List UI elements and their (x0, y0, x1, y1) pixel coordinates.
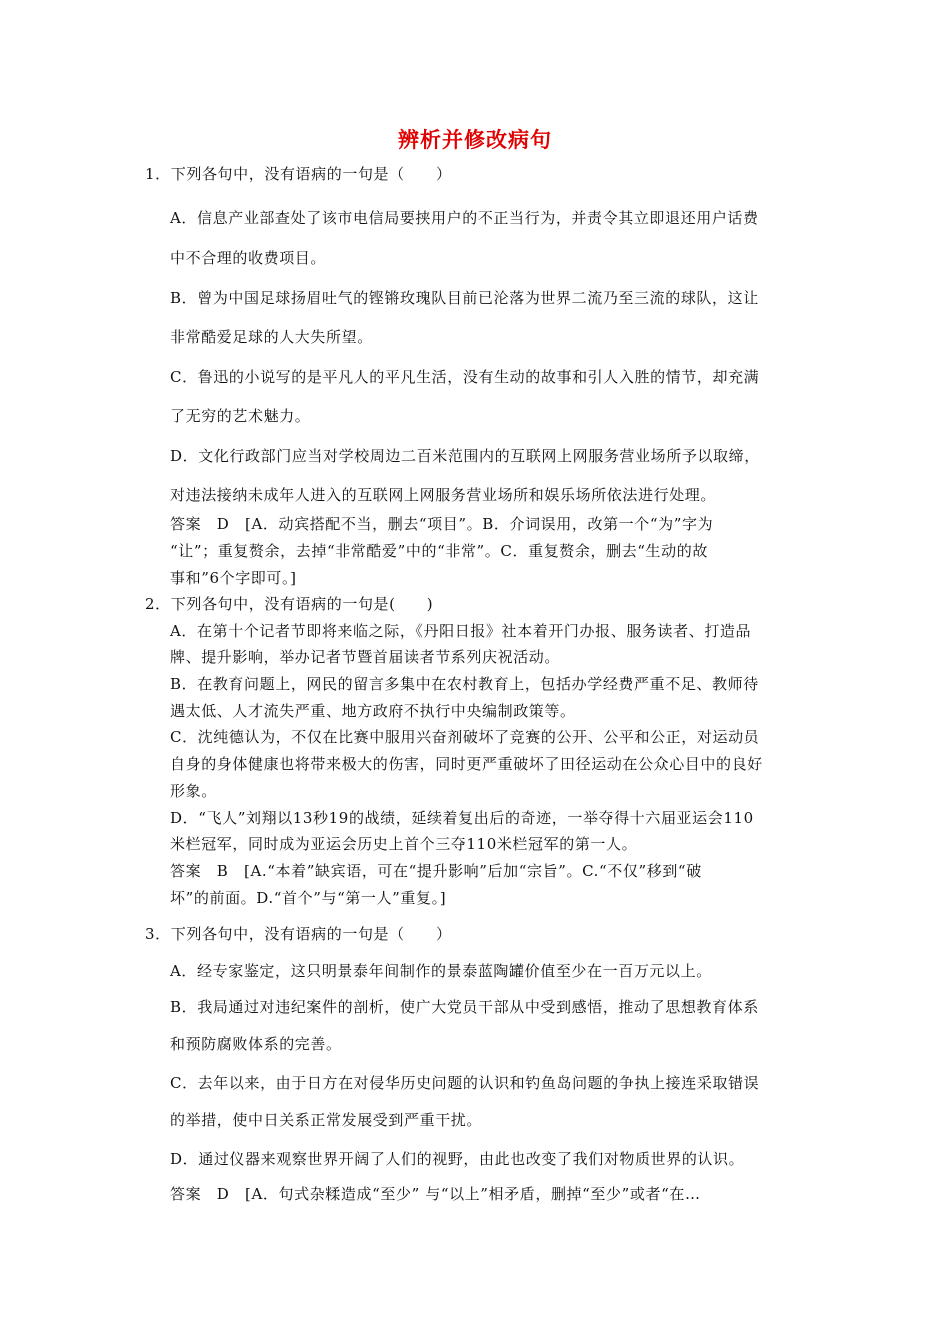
question-1-option-b-line-2: 非常酷爱足球的人大失所望。 (170, 328, 373, 346)
question-3-option-a: A．经专家鉴定，这只明景泰年间制作的景泰蓝陶罐价值至少在一百万元以上。 (170, 962, 712, 980)
page-title: 辨析并修改病句 (398, 128, 552, 152)
question-1-option-d-line-2: 对违法接纳未成年人进入的互联网上网服务营业场所和娱乐场所依法进行处理。 (170, 486, 717, 504)
question-2-option-c-line-2: 自身的身体健康也将带来极大的伤害，同时更严重破坏了田径运动在公众心目中的良好 (170, 755, 763, 773)
question-1-stem: 1．下列各句中，没有语病的一句是（ ） (145, 165, 452, 183)
question-1-option-a-line-2: 中不合理的收费项目。 (170, 249, 327, 267)
question-2-option-a-line-2: 牌、提升影响，举办记者节暨首届读者节系列庆祝活动。 (170, 648, 561, 666)
question-2-option-a-line-1: A．在第十个记者节即将来临之际，《丹阳日报》社本着开门办报、服务读者、打造品 (170, 622, 752, 640)
question-2-option-c-line-1: C．沈纯德认为，不仅在比赛中服用兴奋剂破坏了竞赛的公开、公平和公正，对运动员 (170, 728, 760, 746)
question-3-answer-line-1: 答案 D [A．句式杂糅造成“至少” 与“以上”相矛盾，删掉“至少”或者“在… (170, 1185, 701, 1203)
question-2-option-b-line-2: 遇太低、人才流失严重、地方政府不执行中央编制政策等。 (170, 702, 576, 720)
question-1-option-d-line-1: D．文化行政部门应当对学校周边二百米范围内的互联网上网服务营业场所予以取缔， (170, 447, 760, 465)
question-1-option-a-line-1: A．信息产业部查处了该市电信局要挟用户的不正当行为，并责令其立即退还用户话费 (170, 209, 759, 227)
question-3-option-b-line-2: 和预防腐败体系的完善。 (170, 1035, 342, 1053)
question-2-answer-line-2: 坏”的前面。D.“首个”与“第一人”重复。] (170, 889, 447, 907)
question-2-option-d-line-1: D．“飞人”刘翔以13秒19的战绩，延续着复出后的奇迹，一举夺得十六届亚运会110 (170, 809, 754, 827)
question-3-option-c-line-2: 的举措，使中日关系正常发展受到严重干扰。 (170, 1111, 483, 1129)
question-1-option-c-line-2: 了无穷的艺术魅力。 (170, 407, 311, 425)
question-2-option-b-line-1: B．在教育问题上，网民的留言多集中在农村教育上，包括办学经费严重不足、教师待 (170, 675, 759, 693)
question-1-answer-line-2: “让”；重复赘余，去掉“非常酷爱”中的“非常”。C．重复赘余，删去“生动的故 (170, 542, 708, 560)
question-3-stem: 3．下列各句中，没有语病的一句是（ ） (145, 925, 452, 943)
question-1-answer-line-1: 答案 D [A．动宾搭配不当，删去“项目”。B．介词误用，改第一个“为”字为 (170, 515, 714, 533)
question-2-option-c-line-3: 形象。 (170, 782, 217, 800)
question-1-answer-line-3: 事和”6个字即可。] (170, 569, 297, 587)
question-2-stem: 2．下列各句中，没有语病的一句是( ) (145, 595, 434, 613)
question-3-option-c-line-1: C．去年以来，由于日方在对侵华历史问题的认识和钓鱼岛问题的争执上接连采取错误 (170, 1074, 760, 1092)
question-3-option-b-line-1: B．我局通过对违纪案件的剖析，使广大党员干部从中受到感悟，推动了思想教育体系 (170, 998, 759, 1016)
question-3-option-d: D．通过仪器来观察世界开阔了人们的视野，由此也改变了我们对物质世界的认识。 (170, 1150, 745, 1168)
question-2-answer-line-1: 答案 B [A.“本着”缺宾语，可在“提升影响”后加“宗旨”。C.“不仅”移到“破 (170, 862, 702, 880)
question-1-option-b-line-1: B．曾为中国足球扬眉吐气的铿锵玫瑰队目前已沦落为世界二流乃至三流的球队，这让 (170, 289, 759, 307)
question-1-option-c-line-1: C．鲁迅的小说写的是平凡人的平凡生活，没有生动的故事和引人入胜的情节，却充满 (170, 368, 760, 386)
question-2-option-d-line-2: 米栏冠军，同时成为亚运会历史上首个三夺110米栏冠军的第一人。 (170, 835, 638, 853)
